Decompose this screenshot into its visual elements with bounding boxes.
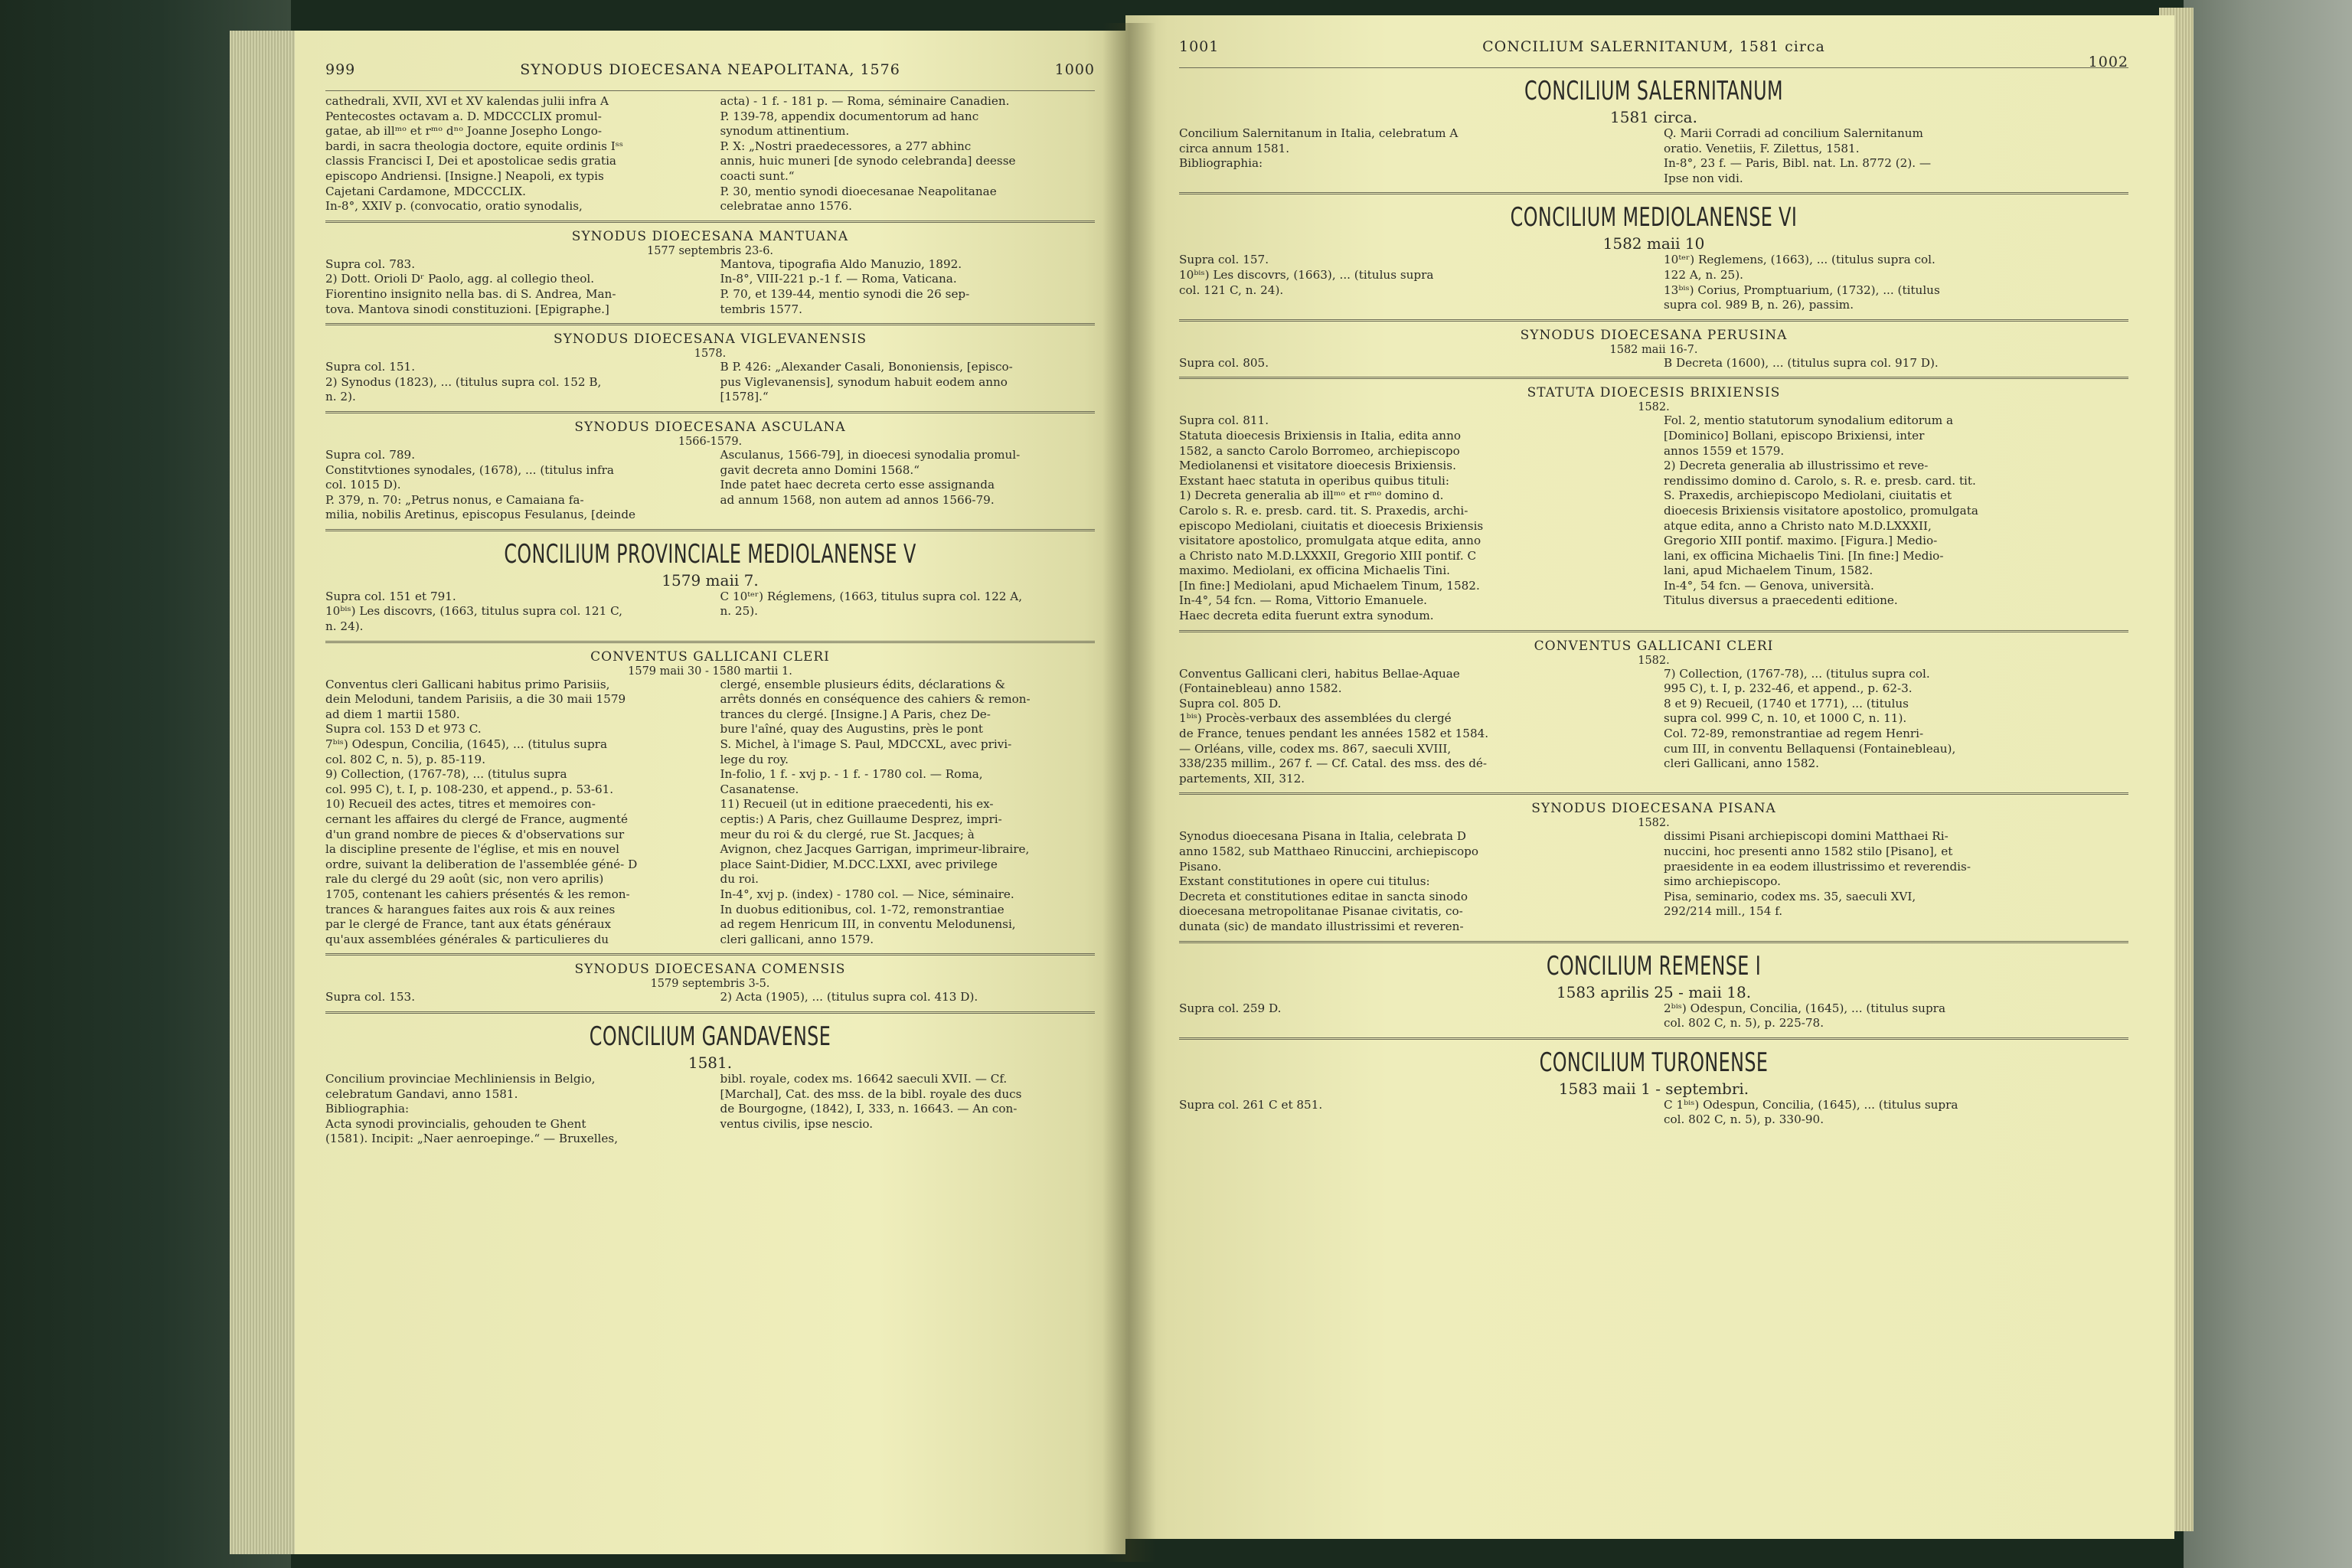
text-line: Statuta dioecesis Brixiensis in Italia, edita anno xyxy=(1179,428,1462,443)
section-heading-large xyxy=(1179,1047,2128,1098)
text-line: P. X: „Nostri praedecessores, a 277 abhinc xyxy=(720,139,972,153)
text-line: 1ᵇⁱˢ) Procès-verbaux des assemblées du clergé xyxy=(1179,711,1452,726)
section-title: SYNODUS DIOECESANA VIGLEVANENSIS xyxy=(553,332,867,348)
text-column xyxy=(325,257,701,317)
section-date: 1582 maii 16-7. xyxy=(1609,343,1698,356)
running-title: SYNODUS DIOECESANA NEAPOLITANA, 1576 xyxy=(520,61,900,78)
text-line: Fiorentino insignito nella bas. di S. Andrea, Man- xyxy=(325,286,616,301)
text-line: Supra col. 259 D. xyxy=(1179,1001,1282,1015)
text-line: 1) Decreta generalia ab illᵐᵒ et rᵐᵒ domino d. xyxy=(1179,488,1444,503)
section-date: 1566-1579. xyxy=(678,435,743,448)
text-line: col. 802 C, n. 5), p. 330-90. xyxy=(1664,1112,1824,1127)
text-line: partements, XII, 312. xyxy=(1179,771,1305,786)
text-line: Acta synodi provincialis, gehouden te Ghent xyxy=(325,1116,586,1131)
section-title: CONVENTUS GALLICANI CLERI xyxy=(590,648,830,665)
text-column xyxy=(720,448,1096,523)
text-line: rendissimo domino d. Carolo, s. R. e. presb. card. tit. xyxy=(1664,473,1976,488)
text-line: col. 995 C), t. I, p. 108-230, et append., p. 53-61. xyxy=(325,782,614,796)
text-line: annis, huic muneri [de synodo celebranda] deesse xyxy=(720,154,1016,168)
text-line: 2ᵇⁱˢ) Odespun, Concilia, (1645), ... (titulus supra xyxy=(1664,1001,1946,1015)
text-column xyxy=(325,448,701,523)
text-line: n. 2). xyxy=(325,390,356,404)
text-line: P. 30, mentio synodi dioecesanae Neapolitanae xyxy=(720,184,997,198)
entry-body xyxy=(325,1072,1095,1147)
text-line: lege du roy. xyxy=(720,752,789,766)
text-line: Concilium Salernitanum in Italia, celebratum A xyxy=(1179,126,1459,140)
text-column xyxy=(720,360,1096,405)
text-column xyxy=(720,990,1096,1005)
entry-body xyxy=(1179,253,2128,312)
text-line: cernant les affaires du clergé de France, augmenté xyxy=(325,812,629,826)
text-line: Carolo s. R. e. presb. card. tit. S. Praxedis, archi- xyxy=(1179,503,1468,518)
text-column xyxy=(1664,1098,2128,1128)
text-line: S. Praxedis, archiepiscopo Mediolani, ciuitatis et xyxy=(1664,488,1952,503)
section-title: SYNODUS DIOECESANA ASCULANA xyxy=(574,419,846,435)
text-line: tova. Mantova sinodi constituzioni. [Epigraphe.] xyxy=(325,302,609,316)
text-line: anno 1582, sub Matthaeo Rinuccini, archiepiscopo xyxy=(1179,844,1478,858)
entry-body xyxy=(1179,667,2128,787)
text-line: [Marchal], Cat. des mss. de la bibl. royale des ducs xyxy=(720,1086,1022,1101)
section-date: 1581 circa. xyxy=(1610,108,1697,126)
text-line: Inde patet haec decreta certo esse assignanda xyxy=(720,478,995,492)
text-line: rale du clergé du 29 août (sic, non vero aprilis) xyxy=(325,872,604,887)
text-line: Gregorio XIII pontif. maximo. [Figura.] Medio- xyxy=(1664,534,1938,548)
text-line: trances & harangues faites aux rois & aux reines xyxy=(325,902,616,916)
text-line: [In fine:] Mediolani, apud Michaelem Tinum, 1582. xyxy=(1179,578,1480,593)
text-column xyxy=(325,360,701,405)
text-line: In-8°, VIII-221 p.-1 f. — Roma, Vaticana. xyxy=(720,272,957,286)
text-line: Supra col. 805 D. xyxy=(1179,696,1282,710)
text-line: — Orléans, ville, codex ms. 867, saeculi XVIII, xyxy=(1179,741,1452,756)
text-line: P. 139-78, appendix documentorum ad hanc xyxy=(720,109,979,123)
text-line: 8 et 9) Recueil, (1740 et 1771), ... (titulus xyxy=(1664,696,1909,710)
text-line: bardi, in sacra theologia doctore, equite ordinis Iˢˢ xyxy=(325,139,623,153)
text-column xyxy=(325,1072,701,1147)
text-line: du roi. xyxy=(720,872,759,887)
text-column xyxy=(720,1072,1096,1147)
section-date: 1583 aprilis 25 - maii 18. xyxy=(1556,982,1752,1001)
left-page xyxy=(295,31,1125,1554)
section-heading xyxy=(325,649,1095,678)
text-line: 2) Acta (1905), ... (titulus supra col. 413 D). xyxy=(720,990,978,1004)
text-line: trances du clergé. [Insigne.] A Paris, chez De- xyxy=(720,707,991,721)
entry-body xyxy=(1179,1001,2128,1031)
text-line: 1582, a sancto Carolo Borromeo, archiepiscopo xyxy=(1179,443,1460,458)
text-line: Supra col. 151 et 791. xyxy=(325,589,456,603)
text-column xyxy=(720,94,1096,214)
entry-body xyxy=(325,990,1095,1005)
text-line: Mediolanensi et visitatore dioecesis Brixiensis. xyxy=(1179,459,1456,473)
text-line: atque edita, anno a Christo nato M.D.LXXXII, xyxy=(1664,518,1932,533)
text-line: lani, apud Michaelem Tinum, 1582. xyxy=(1664,564,1873,578)
text-line: Constitvtiones synodales, (1678), ... (titulus infra xyxy=(325,462,614,477)
text-line: episcopo Mediolani, ciuitatis et dioecesis Brixiensis xyxy=(1179,518,1484,533)
text-line: 13ᵇⁱˢ) Corius, Promptuarium, (1732), ... (titulus xyxy=(1664,283,1940,297)
text-column xyxy=(720,257,1096,317)
text-line: dioecesana metropolitanae Pisanae civitatis, co- xyxy=(1179,904,1463,919)
text-line: Exstant haec statuta in operibus quibus tituli: xyxy=(1179,473,1450,488)
text-line: In-4°, xvj p. (index) - 1780 col. — Nice, séminaire. xyxy=(720,887,1014,901)
text-line: coacti sunt.“ xyxy=(720,168,795,183)
text-line: celebratae anno 1576. xyxy=(720,199,852,214)
text-line: d'un grand nombre de pieces & d'observations sur xyxy=(325,827,625,841)
entry-body xyxy=(325,257,1095,317)
section-date: 1582 maii 10 xyxy=(1602,234,1705,253)
section-date: 1578. xyxy=(694,348,727,361)
text-column xyxy=(325,678,701,948)
section-title: SYNODUS DIOECESANA PISANA xyxy=(1531,801,1776,817)
text-column xyxy=(1179,413,1644,623)
column-number: 1001 xyxy=(1179,38,1220,55)
text-line: In-4°, 54 fcn. — Roma, Vittorio Emanuele. xyxy=(1179,593,1428,608)
text-line: Asculanus, 1566-79], in dioecesi synodalia promul- xyxy=(720,447,1021,462)
text-line: Supra col. 153 D et 973 C. xyxy=(325,722,482,737)
text-line: 7) Collection, (1767-78), ... (titulus supra col. xyxy=(1664,666,1930,681)
section-title: SYNODUS DIOECESANA COMENSIS xyxy=(574,962,846,978)
text-line: col. 121 C, n. 24). xyxy=(1179,283,1284,297)
text-line: ventus civilis, ipse nescio. xyxy=(720,1116,874,1131)
text-line: 2) Synodus (1823), ... (titulus supra col. 152 B, xyxy=(325,374,602,389)
text-line: simo archiepiscopo. xyxy=(1664,874,1781,889)
text-column xyxy=(325,590,701,635)
section-title: CONCILIUM TURONENSE xyxy=(1539,1047,1769,1078)
text-line: 7ᵇⁱˢ) Odespun, Concilia, (1645), ... (titulus supra xyxy=(325,737,608,752)
text-line: classis Francisci I, Dei et apostolicae sedis gratia xyxy=(325,154,616,168)
text-line: [Dominico] Bollani, episcopo Brixiensi, inter xyxy=(1664,428,1925,443)
text-line: qu'aux assemblées générales & particulieres du xyxy=(325,932,609,946)
text-column xyxy=(1664,829,2128,934)
text-column xyxy=(1664,1001,2128,1031)
text-line: de France, tenues pendant les années 1582 et 1584. xyxy=(1179,727,1489,741)
text-line: [1578].“ xyxy=(720,390,769,404)
text-line: C 1ᵇⁱˢ) Odespun, Concilia, (1645), ... (titulus supra xyxy=(1664,1097,1958,1112)
section-date: 1582. xyxy=(1638,817,1670,830)
section-heading xyxy=(1179,639,2128,667)
text-line: Bibliographia: xyxy=(325,1102,410,1116)
text-column xyxy=(1664,413,2128,623)
entry-body xyxy=(1179,413,2128,623)
text-line: ceptis:) A Paris, chez Guillaume Desprez, impri- xyxy=(720,812,1002,826)
text-line: 995 C), t. I, p. 232-46, et append., p. 62-3. xyxy=(1664,681,1913,696)
text-line: milia, nobilis Aretinus, episcopus Fesulanus, [deinde xyxy=(325,508,636,522)
section-heading-large xyxy=(325,1021,1095,1072)
section-heading xyxy=(325,332,1095,360)
section-heading xyxy=(325,420,1095,448)
text-line: 10ᵇⁱˢ) Les discovrs, (1663, titulus supra col. 121 C, xyxy=(325,604,622,619)
section-heading xyxy=(1179,385,2128,413)
text-line: meur du roi & du clergé, rue St. Jacques; à xyxy=(720,827,975,841)
text-line: pus Viglevanensis], synodum habuit eodem anno xyxy=(720,374,1008,389)
text-line: (1581). Incipit: „Naer aenroepinge.“ — Bruxelles, xyxy=(325,1132,619,1146)
text-line: 10ᵗᵉʳ) Reglemens, (1663), ... (titulus supra col. xyxy=(1664,253,1936,267)
text-line: Avignon, chez Jacques Garrigan, imprimeur-libraire, xyxy=(720,842,1030,857)
text-line: (Fontainebleau) anno 1582. xyxy=(1179,681,1342,696)
text-line: dissimi Pisani archiepiscopi domini Matthaei Ri- xyxy=(1664,829,1949,844)
text-line: 2) Decreta generalia ab illustrissimo et reve- xyxy=(1664,459,1929,473)
text-line: 292/214 mill., 154 f. xyxy=(1664,904,1783,919)
text-line: Q. Marii Corradi ad concilium Salernitanum xyxy=(1664,126,1923,140)
text-line: In duobus editionibus, col. 1-72, remonstrantiae xyxy=(720,902,1004,916)
text-line: lani, ex officina Michaelis Tini. [In fine:] Medio- xyxy=(1664,548,1944,563)
text-line: annos 1559 et 1579. xyxy=(1664,443,1785,458)
text-line: supra col. 989 B, n. 26), passim. xyxy=(1664,298,1854,312)
text-line: synodum attinentium. xyxy=(720,124,850,139)
text-line: circa annum 1581. xyxy=(1179,141,1290,155)
text-line: Ipse non vidi. xyxy=(1664,171,1743,185)
text-line: Concilium provinciae Mechliniensis in Belgio, xyxy=(325,1071,596,1086)
text-line: Synodus dioecesana Pisana in Italia, celebrata D xyxy=(1179,829,1466,844)
text-line: ad regem Henricum III, in conventu Melodunensi, xyxy=(720,917,1016,932)
text-line: Supra col. 157. xyxy=(1179,253,1269,267)
text-line: clergé, ensemble plusieurs édits, déclarations & xyxy=(720,677,1006,691)
text-column xyxy=(1179,253,1644,312)
text-line: 10) Recueil des actes, titres et memoires con- xyxy=(325,797,596,812)
text-line: Mantova, tipografia Aldo Manuzio, 1892. xyxy=(720,256,962,271)
text-line: 10ᵇⁱˢ) Les discovrs, (1663), ... (titulus supra xyxy=(1179,267,1434,282)
text-line: C 10ᵗᵉʳ) Réglemens, (1663, titulus supra col. 122 A, xyxy=(720,589,1023,603)
text-line: arrêts donnés en conséquence des cahiers & remon- xyxy=(720,692,1031,707)
section-date: 1579 maii 7. xyxy=(662,570,759,590)
section-title: CONVENTUS GALLICANI CLERI xyxy=(1534,638,1774,654)
section-title: CONCILIUM GANDAVENSE xyxy=(589,1021,831,1052)
text-line: dunata (sic) de mandato illustrissimi et reveren- xyxy=(1179,919,1464,933)
section-title: CONCILIUM MEDIOLANENSE VI xyxy=(1510,202,1798,234)
text-column xyxy=(720,678,1096,948)
column-number: 1002 xyxy=(2088,54,2128,70)
section-date: 1583 maii 1 - septembri. xyxy=(1558,1079,1749,1098)
text-column xyxy=(1179,1001,1644,1031)
text-line: Pentecostes octavam a. D. MDCCCLIX promul- xyxy=(325,109,602,123)
text-line: nuccini, hoc presenti anno 1582 stilo [Pisano], et xyxy=(1664,844,1953,858)
section-heading-large xyxy=(1179,951,2128,1001)
text-line: 11) Recueil (ut in editione praecedenti, his ex- xyxy=(720,797,994,812)
text-line: episcopo Andriensi. [Insigne.] Neapoli, ex typis xyxy=(325,168,604,183)
section-date: 1577 septembris 23-6. xyxy=(646,244,774,257)
text-line: Conventus Gallicani cleri, habitus Bellae-Aquae xyxy=(1179,666,1460,681)
section-title: STATUTA DIOECESIS BRIXIENSIS xyxy=(1527,385,1781,401)
section-heading-large xyxy=(325,539,1095,590)
text-line: Pisano. xyxy=(1179,859,1222,874)
text-line: tembris 1577. xyxy=(720,302,802,316)
text-line: n. 24). xyxy=(325,619,364,634)
text-line: Fol. 2, mentio statutorum synodalium editorum a xyxy=(1664,413,1954,428)
text-line: B P. 426: „Alexander Casali, Bononiensis, [episco- xyxy=(720,360,1013,374)
text-column xyxy=(1664,356,2128,371)
text-column xyxy=(1179,829,1644,934)
text-line: col. 802 C, n. 5), p. 85-119. xyxy=(325,752,486,766)
text-column xyxy=(1179,126,1644,186)
entry-body xyxy=(1179,356,2128,371)
text-line: visitatore apostolico, promulgata atque edita, anno xyxy=(1179,534,1481,548)
running-header-right xyxy=(1179,31,2128,70)
text-line: par le clergé de France, tant aux états généraux xyxy=(325,917,612,932)
text-line: Titulus diversus a praecedenti editione. xyxy=(1664,593,1898,608)
text-line: Supra col. 805. xyxy=(1179,355,1269,370)
section-date: 1579 maii 30 - 1580 martii 1. xyxy=(628,665,792,678)
column-number: 999 xyxy=(325,61,356,78)
entry-body xyxy=(325,448,1095,523)
text-line: ad annum 1568, non autem ad annos 1566-79. xyxy=(720,492,995,507)
entry-body xyxy=(325,590,1095,635)
text-column xyxy=(1664,253,2128,312)
page-edges-left xyxy=(230,31,302,1554)
section-title: CONCILIUM REMENSE I xyxy=(1546,950,1762,982)
text-column xyxy=(325,94,701,214)
section-heading xyxy=(1179,328,2128,356)
section-date: 1579 septembris 3-5. xyxy=(650,978,770,991)
text-line: In-8°, XXIV p. (convocatio, oratio synodalis, xyxy=(325,199,583,214)
text-line: acta) - 1 f. - 181 p. — Roma, séminaire Canadien. xyxy=(720,94,1010,108)
text-line: cathedrali, XVII, XVI et XV kalendas julii infra A xyxy=(325,94,609,108)
text-column xyxy=(1179,356,1644,371)
text-line: a Christo nato M.D.LXXXII, Gregorio XIII pontif. C xyxy=(1179,548,1477,563)
entry-body xyxy=(1179,829,2128,934)
section-heading-large xyxy=(1179,202,2128,253)
text-line: Supra col. 261 C et 851. xyxy=(1179,1097,1323,1112)
entry-neapolitana-continued xyxy=(325,94,1095,214)
section-heading-large xyxy=(1179,76,2128,126)
text-line: gatae, ab illᵐᵒ et rᵐᵒ dⁿᵒ Joanne Josepho Longo- xyxy=(325,124,603,139)
entry-body xyxy=(325,360,1095,405)
text-line: Pisa, seminario, codex ms. 35, saeculi XVI, xyxy=(1664,889,1916,903)
text-line: maximo. Mediolani, ex officina Michaelis Tini. xyxy=(1179,564,1451,578)
section-heading xyxy=(325,962,1095,990)
text-line: Decreta et constitutiones editae in sancta sinodo xyxy=(1179,889,1468,903)
section-title: CONCILIUM SALERNITANUM xyxy=(1524,76,1784,106)
section-title: SYNODUS DIOECESANA PERUSINA xyxy=(1520,327,1788,343)
text-line: Supra col. 789. xyxy=(325,447,416,462)
text-line: P. 379, n. 70: „Petrus nonus, e Camaiana fa- xyxy=(325,492,584,507)
text-line: B Decreta (1600), ... (titulus supra col. 917 D). xyxy=(1664,355,1939,370)
section-title: SYNODUS DIOECESANA MANTUANA xyxy=(571,228,849,244)
text-line: 1705, contenant les cahiers présentés & les remon- xyxy=(325,887,630,901)
text-line: supra col. 999 C, n. 10, et 1000 C, n. 11). xyxy=(1664,711,1907,726)
section-heading xyxy=(325,229,1095,257)
text-line: Exstant constitutiones in opere cui titulus: xyxy=(1179,874,1430,889)
text-line: cum III, in conventu Bellaquensi (Fontainebleau), xyxy=(1664,741,1956,756)
text-line: Col. 72-89, remonstrantiae ad regem Henri- xyxy=(1664,727,1924,741)
text-column xyxy=(1179,667,1644,787)
text-line: In-folio, 1 f. - xvj p. - 1 f. - 1780 col. — Roma, xyxy=(720,767,983,782)
text-line: bure l'aîné, quay des Augustins, près le pont xyxy=(720,722,983,737)
text-line: Cajetani Cardamone, MDCCCLIX. xyxy=(325,184,526,198)
section-date: 1582. xyxy=(1638,654,1670,667)
text-line: de Bourgogne, (1842), I, 333, n. 16643. — An con- xyxy=(720,1102,1018,1116)
text-line: Supra col. 151. xyxy=(325,360,416,374)
text-line: Supra col. 783. xyxy=(325,256,416,271)
entry-body xyxy=(1179,126,2128,186)
text-line: oratio. Venetiis, F. Zilettus, 1581. xyxy=(1664,141,1860,155)
text-line: cleri Gallicani, anno 1582. xyxy=(1664,756,1819,771)
entry-body xyxy=(325,678,1095,948)
text-line: Casanatense. xyxy=(720,782,799,796)
text-column xyxy=(325,990,701,1005)
running-header-left xyxy=(325,54,1095,87)
grey-background xyxy=(2184,0,2352,1568)
entry-body xyxy=(1179,1098,2128,1128)
text-line: dioecesis Brixiensis visitatore apostolico, promulgata xyxy=(1664,503,1978,518)
text-line: ordre, suivant la deliberation de l'assemblée géné- D xyxy=(325,857,638,871)
section-date: 1582. xyxy=(1638,401,1670,414)
text-line: col. 1015 D). xyxy=(325,478,401,492)
text-line: gavit decreta anno Domini 1568.“ xyxy=(720,462,920,477)
text-line: Supra col. 811. xyxy=(1179,413,1269,428)
text-line: 9) Collection, (1767-78), ... (titulus supra xyxy=(325,767,567,782)
right-page xyxy=(1125,15,2174,1539)
text-line: celebratum Gandavi, anno 1581. xyxy=(325,1086,518,1101)
text-column xyxy=(1179,1098,1644,1128)
text-line: la discipline presente de l'église, et mis en nouvel xyxy=(325,842,619,857)
text-line: Haec decreta edita fuerunt extra synodum. xyxy=(1179,609,1434,623)
text-line: 122 A, n. 25). xyxy=(1664,267,1743,282)
column-number: 1000 xyxy=(1054,61,1095,78)
section-heading xyxy=(1179,801,2128,829)
text-line: Supra col. 153. xyxy=(325,990,416,1004)
text-column xyxy=(1664,126,2128,186)
text-line: Bibliographia: xyxy=(1179,156,1263,171)
text-line: In-4°, 54 fcn. — Genova, università. xyxy=(1664,578,1874,593)
text-line: Conventus cleri Gallicani habitus primo Parisiis, xyxy=(325,677,610,691)
text-line: place Saint-Didier, M.DCC.LXXI, avec privilege xyxy=(720,857,998,871)
text-column xyxy=(1664,667,2128,787)
text-line: praesidente in ea eodem illustrissimo et reverendis- xyxy=(1664,859,1971,874)
text-line: ad diem 1 martii 1580. xyxy=(325,707,460,721)
book-gutter xyxy=(1102,23,1156,1562)
running-title: CONCILIUM SALERNITANUM, 1581 circa xyxy=(1482,38,1825,55)
text-line: S. Michel, à l'image S. Paul, MDCCXL, avec privi- xyxy=(720,737,1012,752)
text-line: dein Meloduni, tandem Parisiis, a die 30 maii 1579 xyxy=(325,692,626,707)
section-title: CONCILIUM PROVINCIALE MEDIOLANENSE V xyxy=(504,538,916,570)
text-line: col. 802 C, n. 5), p. 225-78. xyxy=(1664,1016,1824,1031)
text-line: cleri gallicani, anno 1579. xyxy=(720,932,874,946)
section-date: 1581. xyxy=(688,1053,733,1072)
text-line: bibl. royale, codex ms. 16642 saeculi XVII. — Cf. xyxy=(720,1071,1008,1086)
text-line: n. 25). xyxy=(720,604,759,619)
text-line: In-8°, 23 f. — Paris, Bibl. nat. Ln. 8772 (2). — xyxy=(1664,156,1932,171)
text-line: 338/235 millim., 267 f. — Cf. Catal. des mss. des dé- xyxy=(1179,756,1488,771)
text-column xyxy=(720,590,1096,635)
text-line: 2) Dott. Orioli Dʳ Paolo, agg. al collegio theol. xyxy=(325,272,595,286)
text-line: P. 70, et 139-44, mentio synodi die 26 sep- xyxy=(720,286,970,301)
